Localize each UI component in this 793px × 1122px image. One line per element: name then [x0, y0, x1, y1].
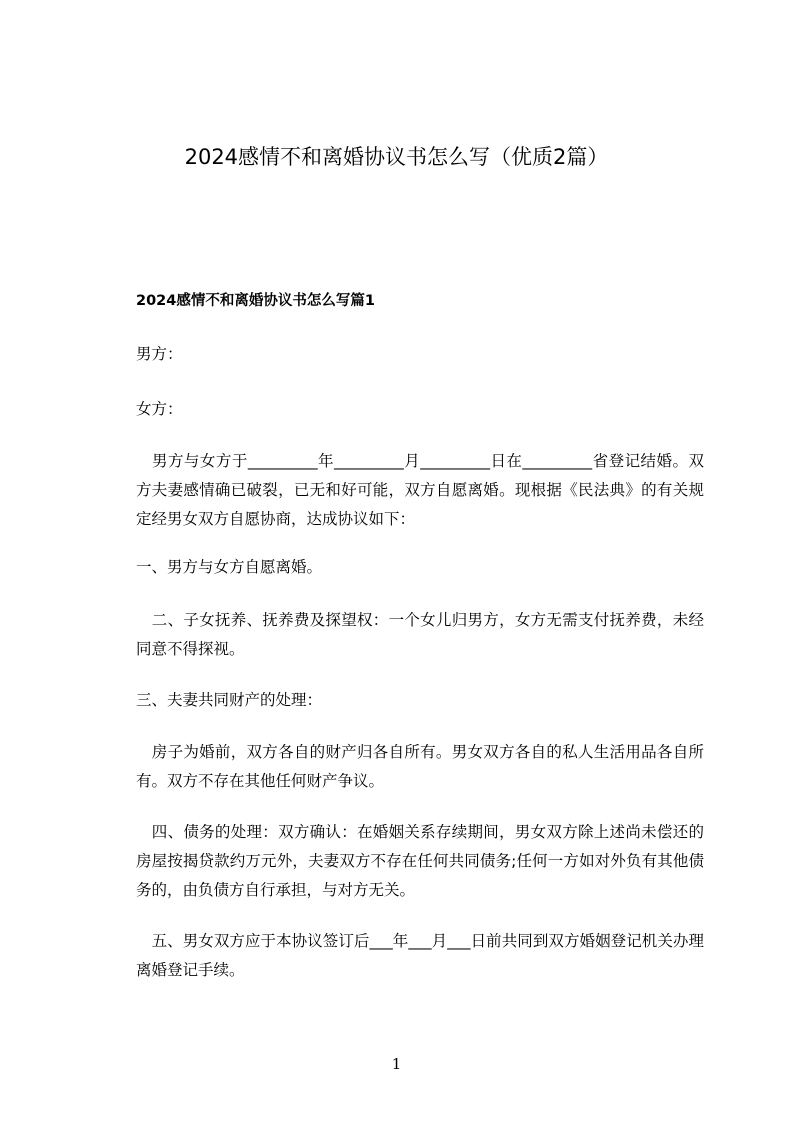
paragraph-clause-4: 四、债务的处理：双方确认：在婚姻关系存续期间，男女双方除上述尚未偿还的 房屋按揭贷款约万元外，夫妻双方不存在任何共同债务;任何一方如对外负有其他债务的，由负债方自行承担，与对方无关。	[136, 823, 704, 899]
page-number: 1	[391, 1055, 402, 1073]
document-title: 2024感情不和离婚协议书怎么写（优质2篇）	[184, 145, 609, 169]
paragraph-male-party: 男方：	[136, 345, 183, 363]
section-heading: 2024感情不和离婚协议书怎么写篇1	[136, 293, 375, 309]
paragraph-marriage-info: 男方与女方于_________年_________月_________日在_________省登记结婚。双 方夫妻感情确已破裂，已无和好可能，双方自愿离婚。现根据《民法典》的有关规定经男女双方自愿协商，达成协议如下：	[136, 452, 704, 528]
paragraph-clause-5: 五、男女双方应于本协议签订后___年___月___日前共同到双方婚姻登记机关办理离婚登记手续。	[136, 932, 704, 979]
paragraph-property: 房子为婚前，双方各自的财产归各自所有。男女双方各自的私人生活用品各自所有。双方不存在其他任何财产争议。	[136, 743, 704, 790]
paragraph-clause-2: 二、子女抚养、抚养费及探望权：一个女儿归男方，女方无需支付抚养费，未经同意不得探视。	[136, 611, 704, 658]
paragraph-clause-1: 一、男方与女方自愿离婚。	[136, 558, 323, 576]
paragraph-female-party: 女方：	[136, 400, 183, 418]
paragraph-clause-3: 三、夫妻共同财产的处理：	[136, 691, 323, 709]
